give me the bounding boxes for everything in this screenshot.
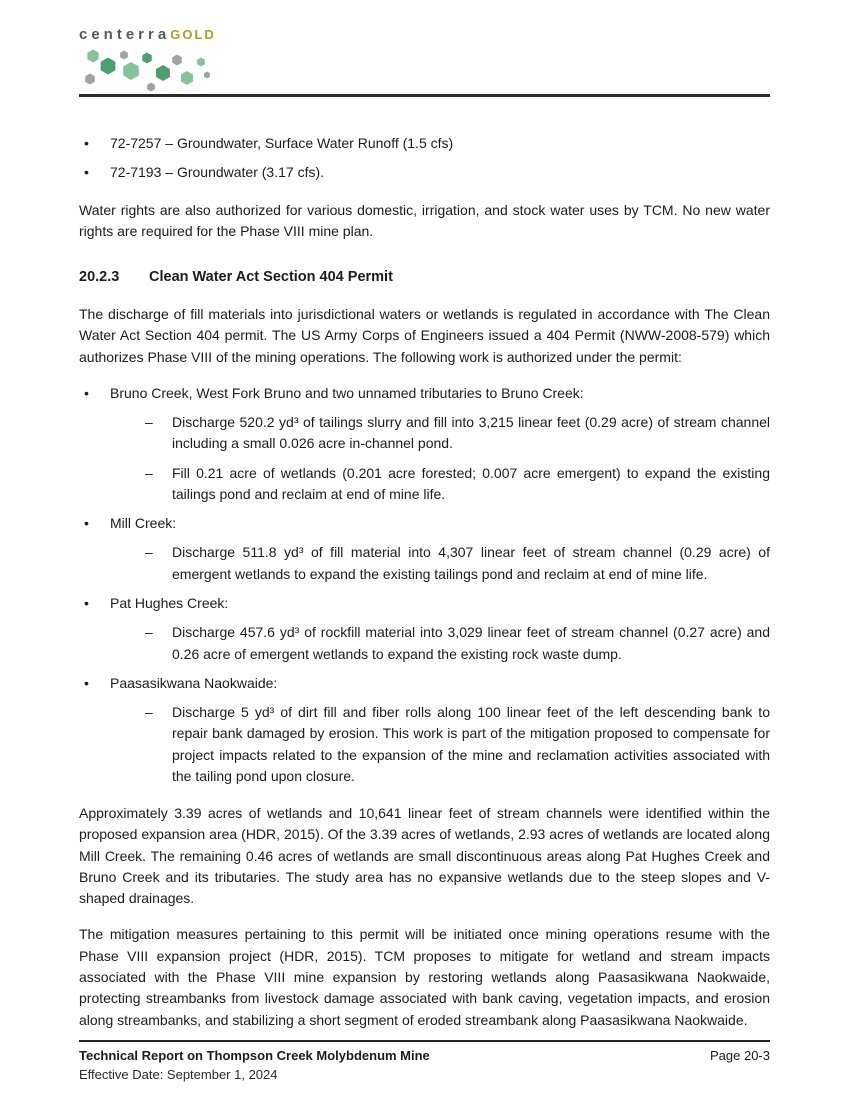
footer-page-number: Page 20-3	[710, 1047, 770, 1063]
list-item	[79, 383, 770, 404]
list-item	[79, 673, 770, 694]
paragraph-water-rights: Water rights are also authorized for various domestic, irrigation, and stock water uses by TCM. No new water rights are required for the Phase VIII mine plan.	[79, 201, 770, 239]
sub-list-item-text: Discharge 511.8 yd³ of fill material into 4,307 linear feet of stream channel (0.29 acre) of emergent wetlands to expand the existing tailings pond and reclaim at end of mine life.	[172, 544, 770, 582]
list-item	[79, 162, 770, 183]
header-rule	[79, 94, 770, 97]
footer-report-title: Technical Report on Thompson Creek Molybdenum Mine	[79, 1047, 430, 1063]
paragraph-wetlands-summary: Approximately 3.39 acres of wetlands and 10,641 linear feet of stream channels were identified within the proposed expansion area (HDR, 2015). Of the 3.39 acres of wetlands, 2.93 acres of wetlands are located along Mill Creek. The remaining 0.46 acres of wetlands are small discontinuous areas along Pat Hughes Creek and Bruno Creek and its tributaries. The study area has no expansive wetlands due to the steep slopes and V-shaped drainages.	[79, 805, 770, 907]
bullet-marker	[79, 513, 110, 534]
sub-list-item-text: Fill 0.21 acre of wetlands (0.201 acre forested; 0.007 acre emergent) to expand the existing tailings pond and reclaim at end of mine life.	[172, 464, 770, 502]
dash-marker	[145, 412, 172, 455]
page-footer	[79, 1040, 770, 1084]
list-item	[79, 513, 770, 534]
sub-list-item	[145, 542, 770, 585]
paragraph-permit-intro: The discharge of fill materials into jurisdictional waters or wetlands is regulated in accordance with The Clean Water Act Section 404 permit. The US Army Corps of Engineers issued a 404 Permit (NWW-2008-579) which authorizes Phase VIII of the mining operations. The following work is authorized under the permit:	[79, 306, 770, 365]
sub-list-item	[145, 622, 770, 665]
permit-work-list	[79, 383, 770, 787]
sub-list-item	[145, 412, 770, 455]
sub-list-item-text: Discharge 520.2 yd³ of tailings slurry and fill into 3,215 linear feet (0.29 acre) of stream channel including a small 0.026 acre in-channel pond.	[172, 414, 770, 452]
list-item-text: Bruno Creek, West Fork Bruno and two unnamed tributaries to Bruno Creek:	[110, 384, 584, 401]
footer-effective-date: Effective Date: September 1, 2024	[79, 1067, 278, 1083]
list-item-text: Mill Creek:	[110, 515, 177, 532]
sub-list-item	[145, 702, 770, 787]
logo-hexagons-icon	[79, 48, 214, 96]
section-heading	[79, 266, 770, 288]
dash-marker	[145, 702, 172, 787]
water-rights-list	[79, 133, 770, 184]
logo-wordmark	[79, 24, 770, 47]
sub-list-item-text: Discharge 5 yd³ of dirt fill and fiber rolls along 100 linear feet of the left descending bank to repair bank damaged by erosion. This work is part of the mitigation proposed to compensate for project impacts related to the expansion of the mine and reclamation activities associated with the tailing pond upon closure.	[172, 704, 770, 784]
paragraph-mitigation: The mitigation measures pertaining to this permit will be initiated once mining operations resume with the Phase VIII expansion project (HDR, 2015). TCM proposes to mitigate for wetland and stream impacts associated with the Phase VIII mine expansion by restoring wetlands along Paasasikwana Naokwaide, protecting streambanks from livestock damage associated with bank caving, vegetation impacts, and erosion along streambanks, and stabilizing a short segment of eroded streambank along Paasasikwana Naokwaide.	[79, 926, 770, 1028]
sub-list-item-text: Discharge 457.6 yd³ of rockfill material into 3,029 linear feet of stream channel (0.27 acre) and 0.26 acre of emergent wetlands to expand the existing rock waste dump.	[172, 624, 770, 662]
list-item	[79, 133, 770, 154]
list-item-text: Pat Hughes Creek:	[110, 595, 229, 612]
logo-suffix-text: GOLD	[170, 27, 216, 42]
sub-list-item	[145, 463, 770, 506]
list-item-text: Paasasikwana Naokwaide:	[110, 674, 278, 691]
bullet-marker	[79, 593, 110, 614]
company-logo	[79, 24, 770, 88]
logo-brand-text: centerra	[79, 26, 171, 43]
bullet-marker	[79, 383, 110, 404]
dash-marker	[145, 622, 172, 665]
footer-top-line	[79, 1040, 770, 1065]
bullet-marker	[79, 673, 110, 694]
section-title: Clean Water Act Section 404 Permit	[149, 269, 393, 286]
list-item	[79, 593, 770, 614]
list-item-text: 72-7193 – Groundwater (3.17 cfs).	[110, 164, 325, 181]
dash-marker	[145, 463, 172, 506]
section-number: 20.2.3	[79, 269, 120, 286]
list-item-text: 72-7257 – Groundwater, Surface Water Runoff (1.5 cfs)	[110, 135, 454, 151]
bullet-marker	[79, 133, 110, 154]
bullet-marker	[79, 162, 110, 183]
dash-marker	[145, 542, 172, 585]
